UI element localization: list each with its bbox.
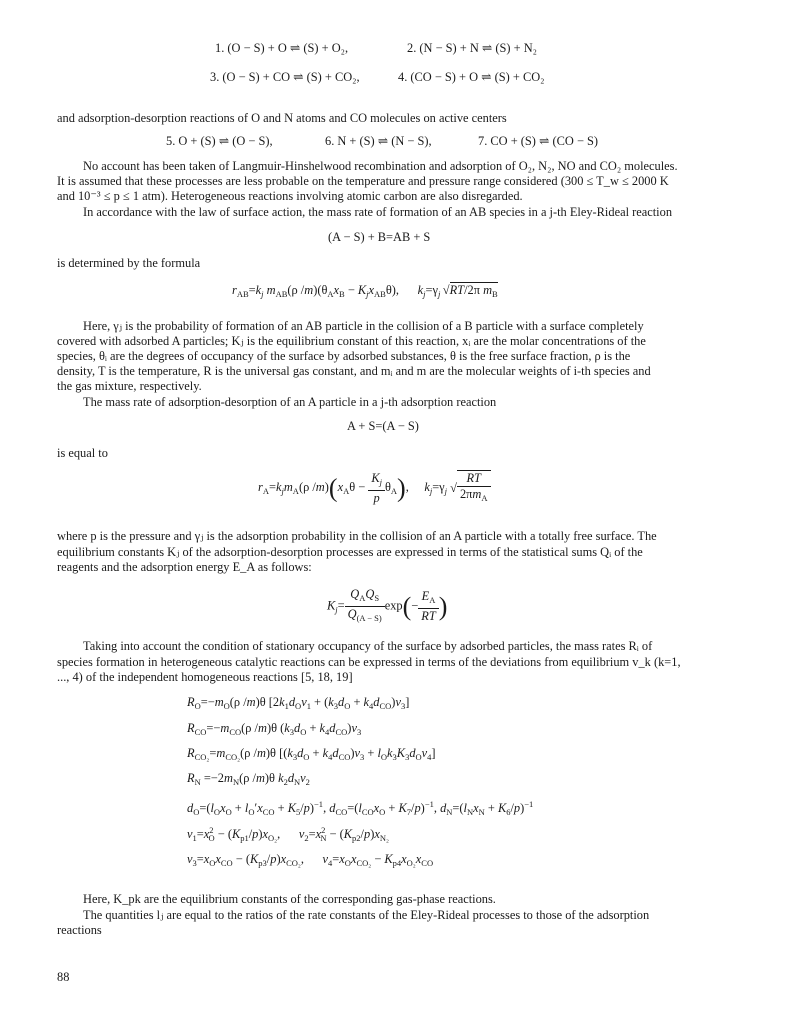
equation-d-values: $d_O=(l_Ox_O + l_O'x_{CO} + K_5/p)^{-1}$, $d_{CO}=(l_{CO}x_O + K_7/p)^{-1}$, $d_N=(l_Nx_N + K_6/p)^{-1}$ <box>187 799 534 817</box>
paragraph-where-1: where p is the pressure and γⱼ is the adsorption probability in the collision of an A particle with a totally free surface. The <box>57 529 657 543</box>
reaction-4: 4. (CO − S) + O ⇌ (S) + CO₂ <box>398 70 545 84</box>
formula-equilibrium-constant: $K_j=$ $\frac{Q_AQ_S}{Q_{(A - S)}}$ exp(− $\frac{E_A}{RT}$ ) <box>327 587 447 626</box>
equation-r-co2: $R_{CO_2}=m_{CO_2}(\rho$ /m)θ $[(k_3d_O + k_4d_{CO})v_3 + l_Ok_3K_3d_Ov_4]$ <box>187 746 436 762</box>
paragraph-here-3: species, θᵢ are the degrees of occupancy of the surface by adsorbed substances, θ is the free surface fraction, ρ is the <box>57 349 631 363</box>
formula-rate-a: $r_A=k_jm_A(\rho$ $/m)(x_A\theta$ − $\frac{K_j}{p}$ $\theta_A$), $k_j=\gamma_j$ √ $\frac{RT}{2\pi m_A}$ <box>258 470 491 506</box>
paragraph-quantities-1: The quantities lⱼ are equal to the ratios of the rate constants of the Eley-Rideal processes to those of the adsorption <box>83 908 650 922</box>
paragraph-no-account-3: and 10⁻³ ≤ p ≤ 1 atm). Heterogeneous reactions involving atomic carbon are also disregarded. <box>57 189 523 203</box>
paragraph-here-2: covered with adsorbed A particles; Kⱼ is the equilibrium constant of this reaction, xᵢ are the molar concentrations of the <box>57 334 646 348</box>
equation-v3-v4: $v_3=x_Ox_{CO} - (K_{p3}/p)x_{CO_2}$, $v_4=x_Ox_{CO_2} - K_{p4}x_{O_2}x_{CO}$ <box>187 852 434 868</box>
paragraph-where-3: reagents and the adsorption energy E_A as follows: <box>57 560 312 574</box>
page-number: 88 <box>57 970 70 984</box>
equation-r-n: $R_N =-2m_N(\rho$ /m)θ $k_2d_Nv_2$ <box>187 771 310 787</box>
reaction-5: 5. O + (S) ⇌ (O − S), <box>166 134 273 148</box>
paragraph-here-5: the gas mixture, respectively. <box>57 379 202 393</box>
paragraph-here-1: Here, γⱼ is the probability of formation of an AB particle in the collision of a B particle with a surface completely <box>83 319 644 333</box>
reaction-2: 2. (N − S) + N ⇌ (S) + N₂ <box>407 41 537 55</box>
equation-r-co: $R_{CO}=-m_{CO}(\rho$ /m)θ $(k_3d_O + k_4d_{CO})v_3$ <box>187 721 362 737</box>
paragraph-mass-rate: The mass rate of adsorption-desorption of an A particle in a j-th adsorption reaction <box>83 395 497 409</box>
formula-rate-ab: $r_{AB}=k_j$ $m_{AB}(\rho$ $/m)(\theta_Ax_B - K_jx_{AB}\theta)$, $k_j=\gamma_j$ √RT/2π $m_B$ <box>232 283 498 299</box>
paragraph-taking-2: species formation in heterogeneous catalytic reactions can be expressed in terms of the deviations from equilibrium v_k (k=1, <box>57 655 681 669</box>
paragraph-determined: is determined by the formula <box>57 256 201 270</box>
paragraph-quantities-2: reactions <box>57 923 102 937</box>
equation-eley-rideal: (A − S) + B=AB + S <box>328 230 431 244</box>
paragraph-accordance: In accordance with the law of surface action, the mass rate of formation of an AB species in a j-th Eley-Rideal reaction <box>83 205 673 219</box>
reaction-3: 3. (O − S) + CO ⇌ (S) + CO₂, <box>210 70 360 84</box>
reaction-6: 6. N + (S) ⇌ (N − S), <box>325 134 432 148</box>
paragraph-adsorption: and adsorption-desorption reactions of O and N atoms and CO molecules on active centers <box>57 111 507 125</box>
paragraph-kpk: Here, K_pk are the equilibrium constants of the corresponding gas-phase reactions. <box>83 892 496 906</box>
paragraph-where-2: equilibrium constants Kⱼ of the adsorption-desorption processes are expressed in terms of the statistical sums Qᵢ of the <box>57 545 643 559</box>
reaction-7: 7. CO + (S) ⇌ (CO − S) <box>478 134 599 148</box>
paragraph-is-equal: is equal to <box>57 446 108 460</box>
paragraph-taking-3: ..., 4) of the independent homogeneous reactions [5, 18, 19] <box>57 670 353 684</box>
paragraph-no-account-1: No account has been taken of Langmuir-Hinshelwood recombination and adsorption of O₂, N₂, NO and CO₂ molecules. <box>83 159 678 173</box>
reaction-1: 1. (O − S) + O ⇌ (S) + O₂, <box>215 41 349 55</box>
paragraph-no-account-2: It is assumed that these processes are less probable on the temperature and pressure range considered (300 ≤ T_w ≤ 2000 K <box>57 174 669 188</box>
equation-r-o: $R_O=-m_O(\rho$ /m)θ $[2k_1d_Ov_1 + (k_3d_O + k_4d_{CO})v_3]$ <box>187 695 410 711</box>
equation-v1-v2: $v_1=x^2_O - (K_{p1}/p)x_{O_2}$, $v_2=x^2_N - (K_{p2}/p)x_{N_2}$ <box>187 825 389 843</box>
paragraph-taking-1: Taking into account the condition of stationary occupancy of the surface by adsorbed particles, the mass rates Rᵢ of <box>83 639 653 653</box>
paragraph-here-4: density, T is the temperature, R is the universal gas constant, and mᵢ and m are the molecular weights of i-th species and <box>57 364 651 378</box>
equation-adsorption: A + S=(A − S) <box>347 419 419 433</box>
